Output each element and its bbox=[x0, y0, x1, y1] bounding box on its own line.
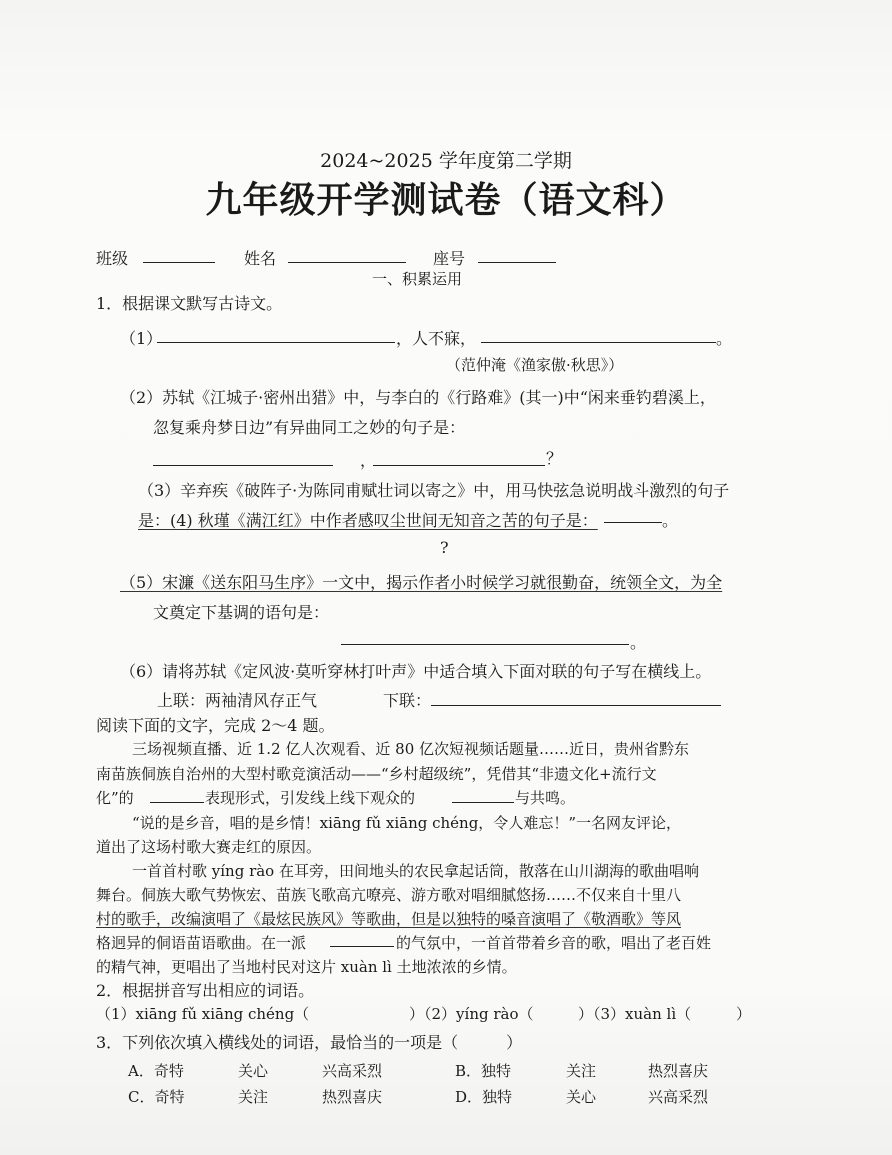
q3-stem: 3．下列依次填入横线处的词语，最恰当的一项是（ ） bbox=[96, 1033, 523, 1052]
class-field[interactable] bbox=[143, 262, 215, 263]
q3-option-d[interactable] bbox=[455, 1086, 512, 1107]
q1-p1-number: （1） bbox=[120, 329, 163, 348]
q3-a-word1: A．奇特 bbox=[128, 1062, 184, 1080]
name-label: 姓名 bbox=[244, 249, 277, 268]
section-title: 一、积累运用 bbox=[372, 270, 463, 288]
seat-field[interactable] bbox=[478, 262, 556, 263]
q3-d-word3: 兴高采烈 bbox=[648, 1088, 709, 1106]
para1-blank-a[interactable] bbox=[150, 802, 204, 803]
q2-item3: ）（3）xuàn lì（ bbox=[578, 1005, 692, 1023]
q3-b-word3: 热烈喜庆 bbox=[648, 1062, 709, 1080]
q1-p2-line2: 忽复乘舟梦日边”有异曲同工之妙的句子是： bbox=[153, 418, 466, 437]
q1-p6-lower-label: 下联： bbox=[383, 691, 432, 710]
q1-p1-blank-b[interactable] bbox=[481, 342, 716, 343]
q1-p4-question: ? bbox=[440, 538, 449, 557]
term-heading: 2024~2025 学年度第二学期 bbox=[320, 150, 572, 172]
q1-p6-blank[interactable] bbox=[431, 705, 721, 706]
q3-option-b[interactable] bbox=[455, 1060, 511, 1081]
q2-stem: 2．根据拼音写出相应的词语。 bbox=[96, 981, 315, 1000]
q1-p6-line1: （6）请将苏轼《定风波·莫听穿林打叶声》中适合填入下面对联的句子写在横线上。 bbox=[120, 662, 712, 681]
q1-p1-blank-a[interactable] bbox=[157, 342, 395, 343]
q3-c-word1: C．奇特 bbox=[128, 1088, 185, 1106]
q1-p2-line1: （2）苏轼《江城子·密州出猎》中，与李白的《行路难》(其一)中“闲来垂钓碧溪上， bbox=[120, 388, 716, 407]
para1-blank-b[interactable] bbox=[452, 802, 514, 803]
q1-p5-line2: 文奠定下基调的语句是： bbox=[153, 603, 330, 622]
q1-p6-upper: 上联：两袖清风存正气 bbox=[157, 691, 318, 710]
class-label: 班级 bbox=[96, 249, 129, 268]
q3-option-a[interactable] bbox=[128, 1060, 184, 1081]
q3-c-word2: 关注 bbox=[238, 1088, 269, 1106]
q1-p3-end: 。 bbox=[662, 511, 679, 530]
para3-line5: 的精气神，更唱出了当地村民对这片 xuàn lì 土地浓浓的乡情。 bbox=[96, 958, 517, 976]
para1-line3a: 化”的 bbox=[96, 789, 134, 807]
q1-p5-end: 。 bbox=[630, 633, 647, 652]
q1-p2-blank-b[interactable] bbox=[373, 465, 545, 466]
name-field[interactable] bbox=[288, 262, 406, 263]
para1-line3c: 与共鸣。 bbox=[515, 789, 576, 807]
para3-line3: 村的歌手，改编演唱了《最炫民族风》等歌曲，但是以独特的嗓音演唱了《敬酒歌》等风 bbox=[96, 910, 682, 928]
para1-line1: 三场视频直播、近 1.2 亿人次观看、近 80 亿次短视频话题量……近日，贵州省黔东 bbox=[132, 740, 690, 758]
q3-d-word1: D．独特 bbox=[455, 1088, 513, 1106]
para3-blank[interactable] bbox=[330, 946, 394, 947]
para2-line2: 道出了这场村歌大赛走红的原因。 bbox=[96, 838, 322, 856]
q3-d-word2: 关心 bbox=[566, 1088, 597, 1106]
q1-p3-line2: 是：(4) 秋瑾《满江红》中作者感叹尘世间无知音之苦的句子是： bbox=[138, 511, 598, 530]
para3-line1: 一首首村歌 yíng rào 在耳旁，田间地头的农民拿起话筒，散落在山川湖海的歌曲唱响 bbox=[132, 862, 699, 880]
q3-option-c[interactable] bbox=[128, 1086, 184, 1107]
exam-title: 九年级开学测试卷（语文科） bbox=[205, 180, 687, 221]
para1-line3b: 表现形式，引发线上线下观众的 bbox=[205, 789, 416, 807]
q3-c-word3: 热烈喜庆 bbox=[322, 1088, 383, 1106]
reading-intro: 阅读下面的文字，完成 2～4 题。 bbox=[96, 716, 335, 735]
q1-p2-question: ？ bbox=[546, 449, 563, 468]
q3-a-word2: 关心 bbox=[238, 1062, 269, 1080]
q1-p1-end: 。 bbox=[716, 329, 733, 348]
q1-p1-middle: ，人不寐， bbox=[396, 329, 477, 348]
q1-p2-blank-a[interactable] bbox=[153, 465, 333, 466]
q1-p5-blank[interactable] bbox=[341, 644, 629, 645]
para3-line4a: 格迥异的侗语苗语歌曲。在一派 bbox=[96, 934, 307, 952]
q1-stem: 1．根据课文默写古诗文。 bbox=[96, 294, 283, 313]
para1-line2: 南苗族侗族自治州的大型村歌竞演活动——“乡村超级统”，凭借其“非遗文化+流行文 bbox=[96, 765, 657, 783]
para2-line1: “说的是乡音，唱的是乡情！xiāng fǔ xiāng chéng，令人难忘！”一名网友评论， bbox=[132, 814, 681, 832]
seat-label: 座号 bbox=[433, 249, 466, 268]
q2-item-close: ） bbox=[736, 1005, 752, 1023]
q1-p2-comma: ， bbox=[360, 451, 377, 470]
q2-item2: ）（2）yíng rào（ bbox=[409, 1005, 534, 1023]
q3-a-word3: 兴高采烈 bbox=[322, 1062, 383, 1080]
para3-line4b: 的气氛中，一首首带着乡音的歌，唱出了老百姓 bbox=[396, 934, 712, 952]
q1-p3-line1: （3）辛弃疾《破阵子·为陈同甫赋壮词以寄之》中，用马快弦急说明战斗激烈的句子 bbox=[138, 481, 730, 500]
q3-b-word1: B．独特 bbox=[455, 1062, 512, 1080]
q3-b-word2: 关注 bbox=[566, 1062, 597, 1080]
q1-p5-line1: （5）宋濂《送东阳马生序》一文中，揭示作者小时候学习就很勤奋，统领全文，为全 bbox=[120, 573, 723, 592]
q1-p4-blank[interactable] bbox=[604, 522, 662, 523]
q1-p1-source: （范仲淹《渔家傲·秋思》） bbox=[446, 356, 624, 374]
para3-line2: 舞台。侗族大歌气势恢宏、苗族飞歌高亢嘹亮、游方歌对唱细腻悠扬……不仅来自十里八 bbox=[96, 886, 682, 904]
q2-item1: （1）xiāng fǔ xiāng chéng（ bbox=[96, 1005, 310, 1023]
